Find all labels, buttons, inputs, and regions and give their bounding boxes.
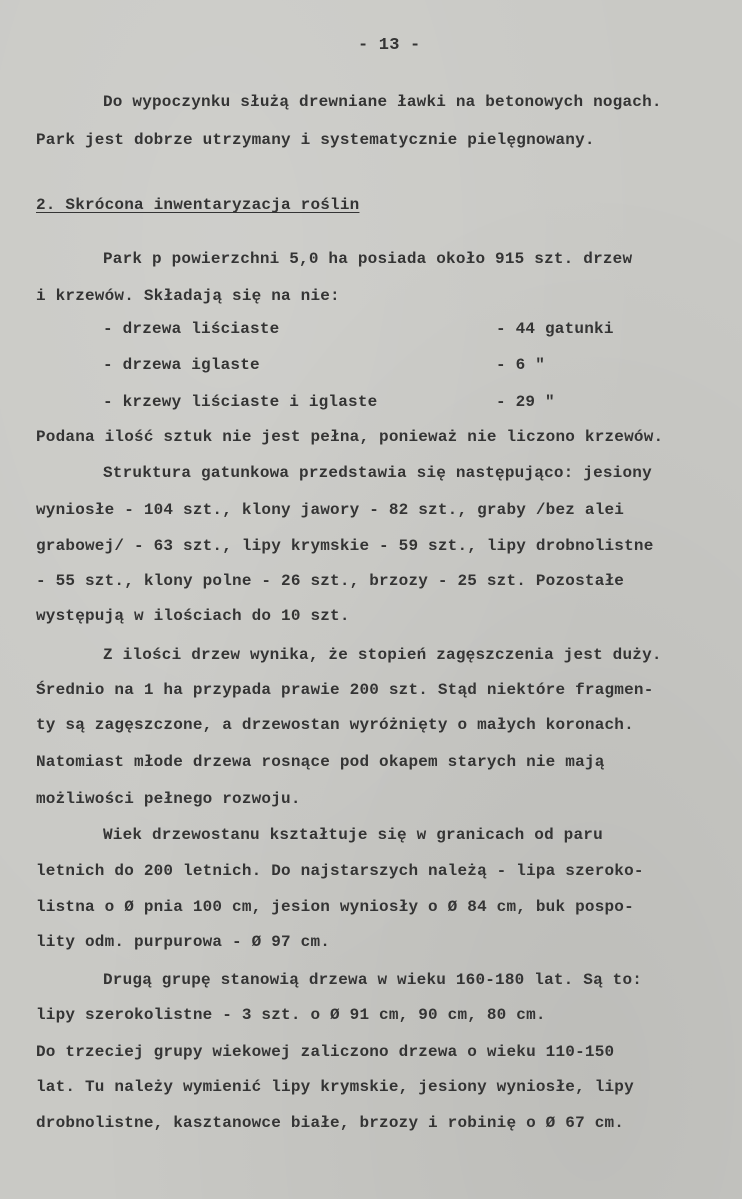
text-line: Do trzeciej grupy wiekowej zaliczono drzewa o wieku 110-150 xyxy=(36,1043,615,1061)
text-line: i krzewów. Składają się na nie: xyxy=(36,287,340,305)
text-line: Z ilości drzew wynika, że stopień zagęszczenia jest duży. xyxy=(103,646,662,664)
text-line: lity odm. purpurowa - Ø 97 cm. xyxy=(36,933,331,951)
list-item-label: - drzewa iglaste xyxy=(103,356,260,374)
text-line: Natomiast młode drzewa rosnące pod okapem starych nie mają xyxy=(36,753,605,771)
text-line: możliwości pełnego rozwoju. xyxy=(36,790,301,808)
text-line: wyniosłe - 104 szt., klony jawory - 82 szt., graby /bez alei xyxy=(36,501,625,519)
text-line: Struktura gatunkowa przedstawia się następująco: jesiony xyxy=(103,464,652,482)
text-line: Średnio na 1 ha przypada prawie 200 szt. Stąd niektóre fragmen- xyxy=(36,681,654,699)
text-line: listna o Ø pnia 100 cm, jesion wyniosły o Ø 84 cm, buk pospo- xyxy=(36,898,634,916)
list-item-value: - 6 " xyxy=(496,356,546,374)
section-heading: 2. Skrócona inwentaryzacja roślin xyxy=(36,196,360,214)
text-line: Drugą grupę stanowią drzewa w wieku 160-180 lat. Są to: xyxy=(103,971,643,989)
page-number: - 13 - xyxy=(358,36,421,55)
list-item-value: - 44 gatunki xyxy=(496,320,614,338)
text-line: lipy szerokolistne - 3 szt. o Ø 91 cm, 90 cm, 80 cm. xyxy=(36,1006,546,1024)
text-line: Park jest dobrze utrzymany i systematycznie pielęgnowany. xyxy=(36,131,595,149)
text-line: ty są zagęszczone, a drzewostan wyróżnięty o małych koronach. xyxy=(36,716,634,734)
text-line: Park p powierzchni 5,0 ha posiada około 915 szt. drzew xyxy=(103,250,633,268)
text-line: Wiek drzewostanu kształtuje się w granicach od paru xyxy=(103,826,603,844)
text-line: - 55 szt., klony polne - 26 szt., brzozy - 25 szt. Pozostałe xyxy=(36,572,625,590)
list-item-label: - krzewy liściaste i iglaste xyxy=(103,393,378,411)
text-line: grabowej/ - 63 szt., lipy krymskie - 59 szt., lipy drobnolistne xyxy=(36,537,654,555)
text-line: występują w ilościach do 10 szt. xyxy=(36,607,350,625)
list-item-label: - drzewa liściaste xyxy=(103,320,280,338)
text-line: Do wypoczynku służą drewniane ławki na betonowych nogach. xyxy=(103,93,662,111)
text-line: lat. Tu należy wymienić lipy krymskie, jesiony wyniosłe, lipy xyxy=(36,1078,634,1096)
text-line: Podana ilość sztuk nie jest pełna, ponieważ nie liczono krzewów. xyxy=(36,428,664,446)
text-line: letnich do 200 letnich. Do najstarszych należą - lipa szeroko- xyxy=(36,862,644,880)
list-item-value: - 29 " xyxy=(496,393,555,411)
text-line: drobnolistne, kasztanowce białe, brzozy i robinię o Ø 67 cm. xyxy=(36,1114,625,1132)
